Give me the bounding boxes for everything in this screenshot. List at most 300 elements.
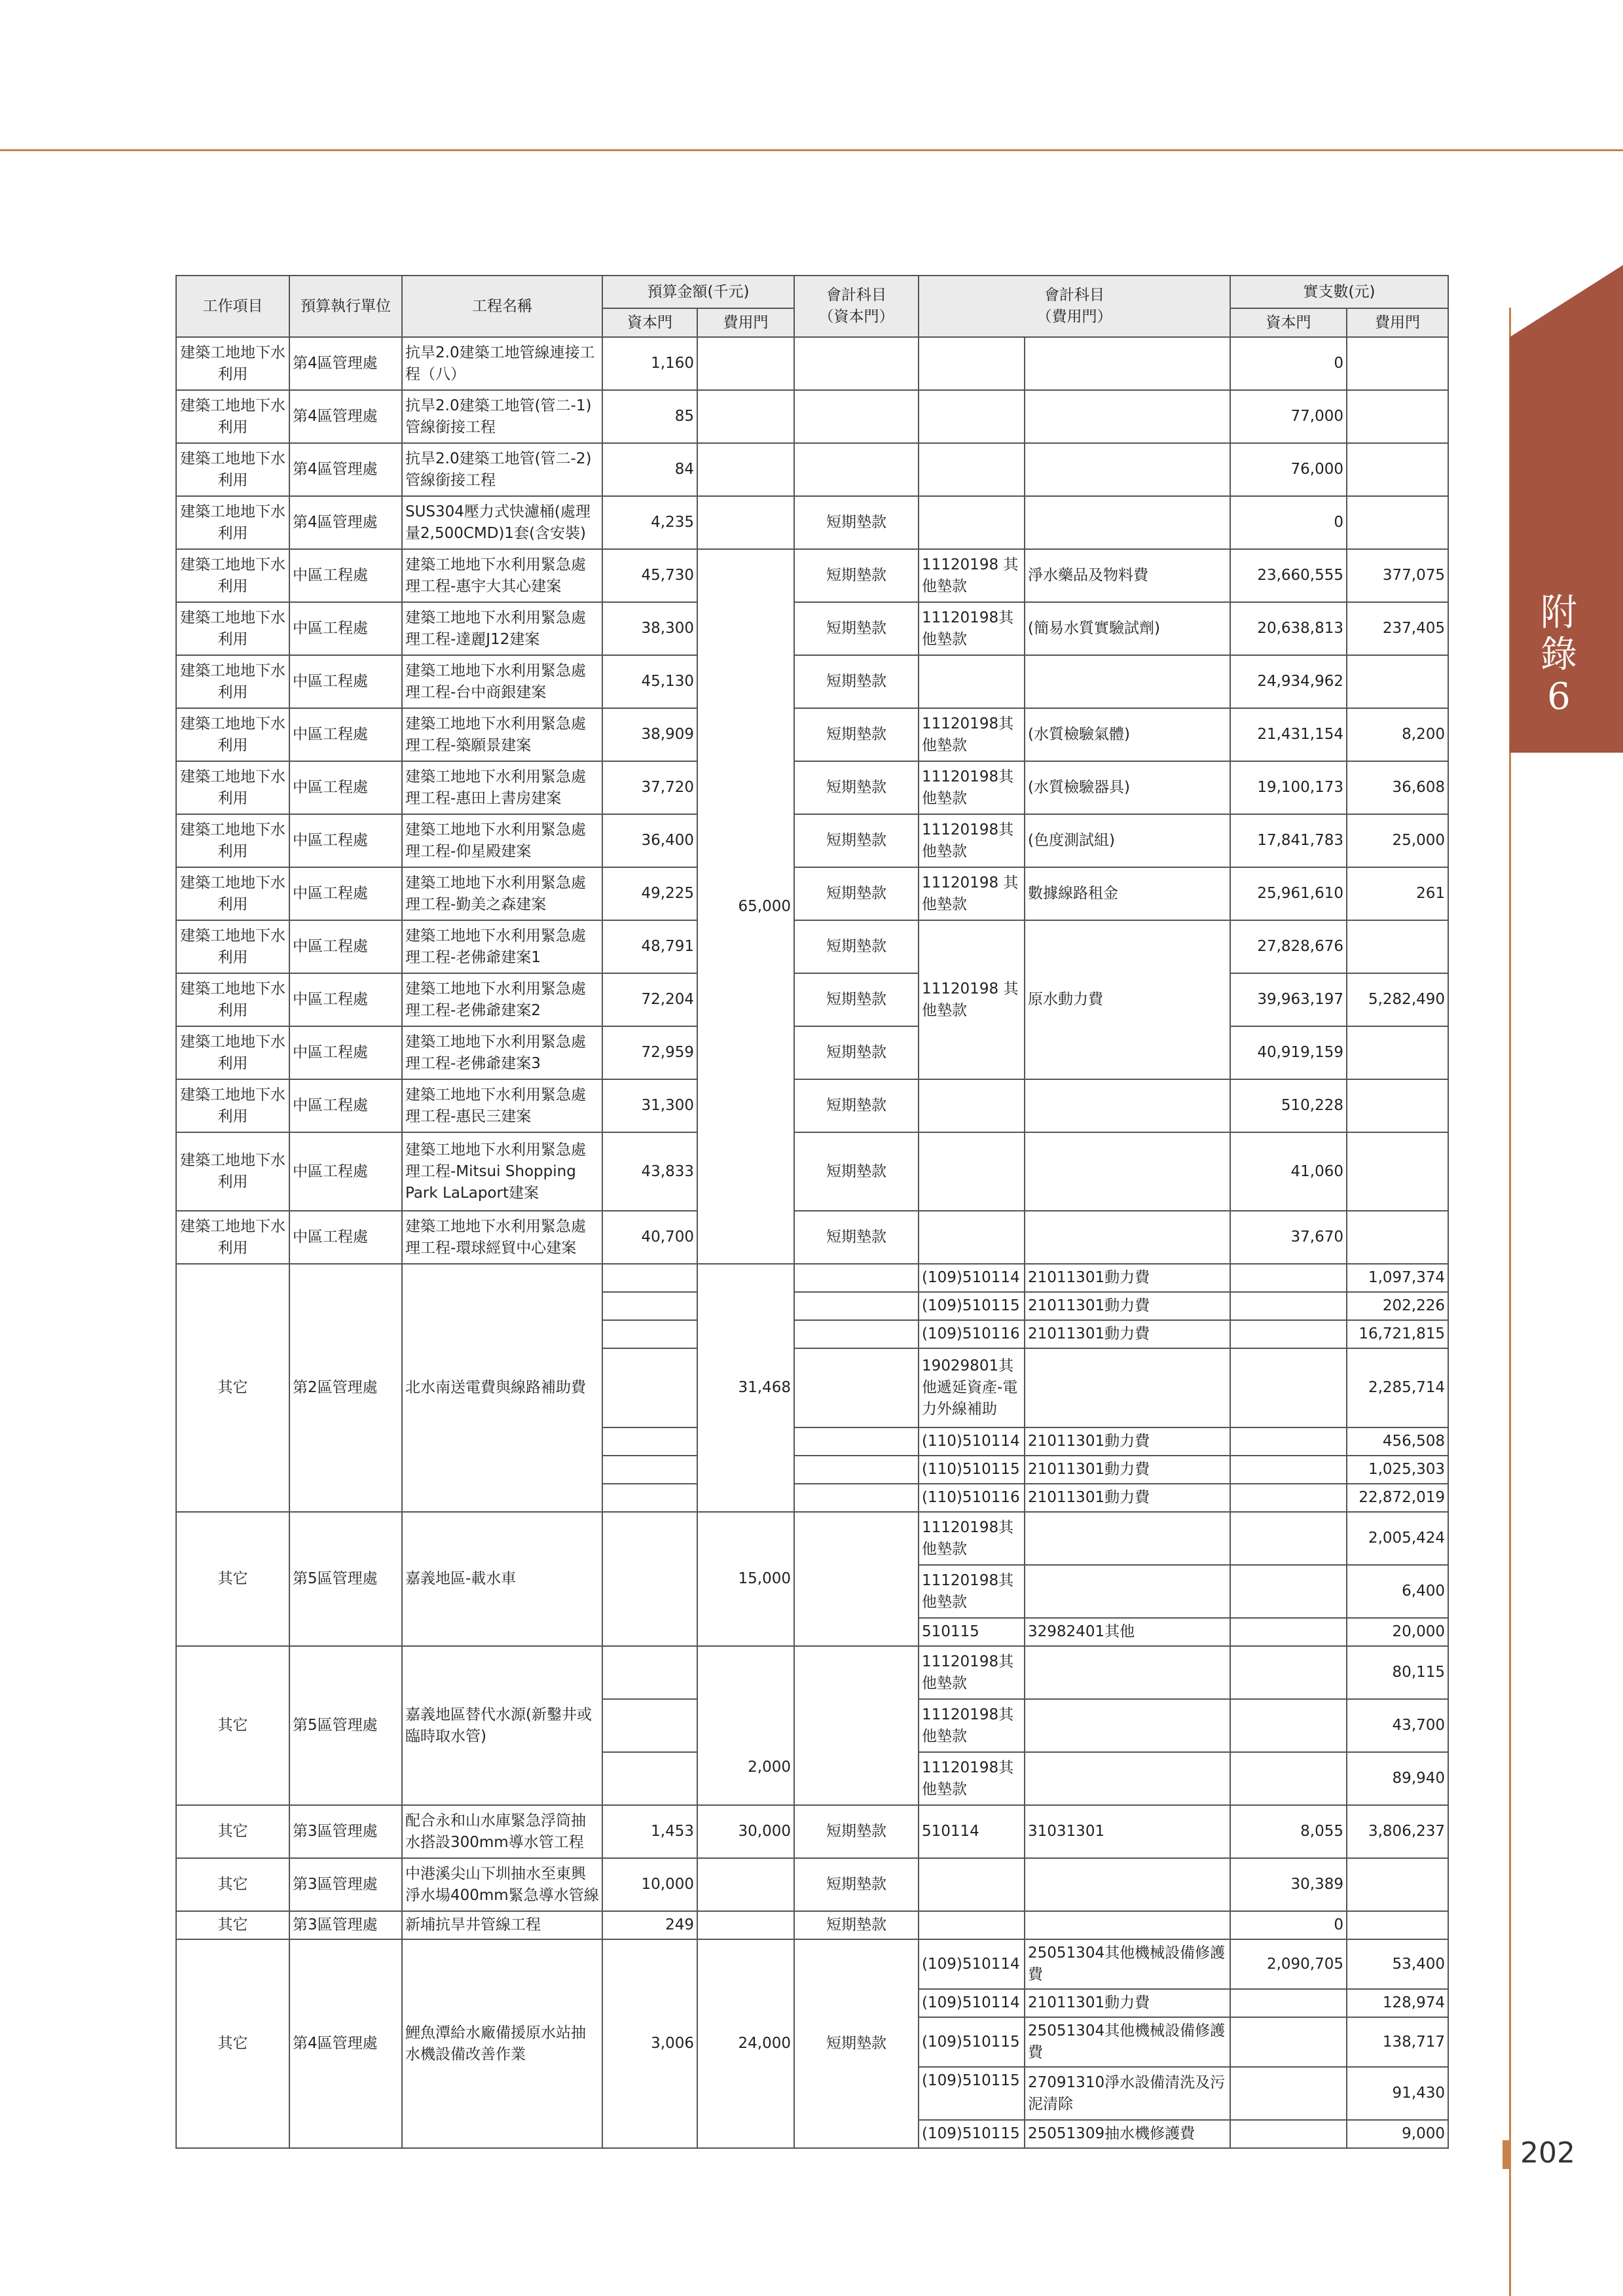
- header-account-expense-l1: 會計科目: [1044, 287, 1105, 304]
- budget-expense-merged-cell: 24,000: [697, 1939, 794, 2148]
- budget-expense-cell: [697, 337, 794, 390]
- page-number: 202: [1520, 2136, 1575, 2170]
- actual-expense-cell: [1347, 1079, 1448, 1132]
- table-row: [176, 337, 1448, 390]
- table-row: [176, 867, 1448, 920]
- account-expense-name-cell: 21011301動力費: [1025, 1320, 1230, 1348]
- page-number-bar: [1503, 2140, 1510, 2169]
- work-item-cell: 建築工地地下水利用: [176, 549, 289, 602]
- actual-expense-cell: 43,700: [1347, 1699, 1448, 1752]
- account-expense-code-cell: (109)510114: [919, 1939, 1025, 1989]
- header-expense: 費用門: [697, 308, 794, 337]
- account-expense-name-cell: 25051309抽水機修護費: [1025, 2120, 1230, 2148]
- table-row: [176, 1646, 1448, 1699]
- work-item-cell: 建築工地地下水利用: [176, 708, 289, 761]
- account-expense-code-cell: [919, 1858, 1025, 1911]
- budget-capital-cell: [602, 1320, 697, 1348]
- account-capital-cell: 短期墊款: [794, 867, 919, 920]
- account-expense-code-cell: 11120198其他墊款: [919, 708, 1025, 761]
- work-item-cell: 建築工地地下水利用: [176, 867, 289, 920]
- actual-expense-cell: 6,400: [1347, 1565, 1448, 1618]
- top-rule: [0, 149, 1623, 151]
- work-item-cell: 其它: [176, 1805, 289, 1858]
- actual-capital-cell: [1230, 1699, 1347, 1752]
- budget-capital-cell: 37,720: [602, 761, 697, 814]
- table-row: [176, 973, 1448, 1026]
- budget-capital-cell: 1,453: [602, 1805, 697, 1858]
- header-actual-capital: 資本門: [1230, 308, 1347, 337]
- actual-expense-cell: 377,075: [1347, 549, 1448, 602]
- budget-capital-cell: 72,959: [602, 1026, 697, 1079]
- account-expense-code-cell: (109)510115: [919, 2017, 1025, 2067]
- budget-expense-merged-cell: 65,000: [697, 549, 794, 1264]
- account-capital-cell: [794, 443, 919, 496]
- actual-capital-cell: [1230, 1320, 1347, 1348]
- work-item-cell: 建築工地地下水利用: [176, 814, 289, 867]
- work-item-cell: 建築工地地下水利用: [176, 337, 289, 390]
- actual-capital-cell: [1230, 1292, 1347, 1320]
- table-row: [176, 1939, 1448, 1989]
- account-capital-cell: 短期墊款: [794, 655, 919, 708]
- budget-capital-cell: 249: [602, 1911, 697, 1939]
- table-row: [176, 814, 1448, 867]
- account-capital-cell: 短期墊款: [794, 1911, 919, 1939]
- account-capital-cell: 短期墊款: [794, 1132, 919, 1211]
- table-row: [176, 1264, 1448, 1292]
- table-row: [176, 496, 1448, 549]
- actual-expense-cell: 2,005,424: [1347, 1512, 1448, 1565]
- header-account-capital: [794, 276, 919, 337]
- header-project-name: 工程名稱: [402, 276, 602, 337]
- unit-cell: 第4區管理處: [289, 390, 402, 443]
- budget-expense-merged-cell: 15,000: [697, 1512, 794, 1646]
- budget-capital-cell: [602, 1752, 697, 1805]
- appendix-tab-char-1: 附: [1541, 592, 1577, 634]
- unit-cell: 第3區管理處: [289, 1911, 402, 1939]
- actual-capital-cell: 39,963,197: [1230, 973, 1347, 1026]
- account-expense-name-cell: [1025, 496, 1230, 549]
- actual-expense-cell: 456,508: [1347, 1427, 1448, 1456]
- unit-cell: 中區工程處: [289, 602, 402, 655]
- table-row: [176, 390, 1448, 443]
- account-expense-name-cell: 21011301動力費: [1025, 1264, 1230, 1292]
- project-cell: 建築工地地下水利用緊急處理工程-築願景建案: [402, 708, 602, 761]
- actual-expense-cell: [1347, 337, 1448, 390]
- project-cell: 建築工地地下水利用緊急處理工程-惠田上書房建案: [402, 761, 602, 814]
- header-actual: 實支數(元): [1230, 276, 1448, 308]
- actual-expense-cell: 128,974: [1347, 1989, 1448, 2017]
- actual-capital-cell: 77,000: [1230, 390, 1347, 443]
- unit-cell: 第3區管理處: [289, 1805, 402, 1858]
- header-work-item: 工作項目: [176, 276, 289, 337]
- account-expense-name-cell: [1025, 1699, 1230, 1752]
- table-row: [176, 549, 1448, 602]
- budget-capital-cell: 72,204: [602, 973, 697, 1026]
- actual-capital-cell: [1230, 1512, 1347, 1565]
- unit-cell: 中區工程處: [289, 973, 402, 1026]
- actual-expense-cell: 80,115: [1347, 1646, 1448, 1699]
- account-expense-code-cell: [919, 496, 1025, 549]
- account-expense-name-cell: [1025, 1858, 1230, 1911]
- account-expense-code-cell: (110)510114: [919, 1427, 1025, 1456]
- actual-expense-cell: [1347, 920, 1448, 973]
- budget-expense-cell: [697, 1858, 794, 1911]
- work-item-cell: 建築工地地下水利用: [176, 973, 289, 1026]
- account-expense-name-cell: 淨水藥品及物料費: [1025, 549, 1230, 602]
- actual-expense-cell: [1347, 1911, 1448, 1939]
- header-account-capital-l1: 會計科目: [826, 287, 887, 304]
- actual-capital-cell: 24,934,962: [1230, 655, 1347, 708]
- actual-expense-cell: 1,025,303: [1347, 1456, 1448, 1484]
- budget-capital-cell: 38,300: [602, 602, 697, 655]
- actual-expense-cell: [1347, 1858, 1448, 1911]
- account-expense-name-cell: [1025, 655, 1230, 708]
- account-expense-code-cell: 510115: [919, 1618, 1025, 1646]
- account-expense-code-cell: 19029801其他遞延資產-電力外線補助: [919, 1348, 1025, 1427]
- account-expense-code-cell: (109)510114: [919, 1264, 1025, 1292]
- actual-expense-cell: 53,400: [1347, 1939, 1448, 1989]
- budget-expense-merged-cell: 31,468: [697, 1264, 794, 1512]
- work-item-cell: 建築工地地下水利用: [176, 761, 289, 814]
- unit-cell: 中區工程處: [289, 867, 402, 920]
- unit-cell: 中區工程處: [289, 708, 402, 761]
- account-expense-name-cell: [1025, 443, 1230, 496]
- actual-capital-cell: 21,431,154: [1230, 708, 1347, 761]
- unit-cell: 第2區管理處: [289, 1264, 402, 1512]
- account-expense-name-cell: [1025, 1911, 1230, 1939]
- actual-capital-cell: 37,670: [1230, 1211, 1347, 1264]
- budget-expense-cell: [697, 496, 794, 549]
- work-item-cell: 建築工地地下水利用: [176, 496, 289, 549]
- work-item-cell: 其它: [176, 1858, 289, 1911]
- budget-capital-cell: 84: [602, 443, 697, 496]
- unit-cell: 中區工程處: [289, 761, 402, 814]
- account-expense-code-cell: 11120198其他墊款: [919, 761, 1025, 814]
- account-expense-code-cell: 11120198其他墊款: [919, 1646, 1025, 1699]
- account-expense-name-cell: [1025, 1348, 1230, 1427]
- work-item-cell: 建築工地地下水利用: [176, 602, 289, 655]
- actual-capital-cell: [1230, 1989, 1347, 2017]
- actual-capital-cell: 23,660,555: [1230, 549, 1347, 602]
- account-expense-name-cell: [1025, 1132, 1230, 1211]
- account-expense-code-cell: 11120198 其他墊款: [919, 549, 1025, 602]
- budget-capital-cell: 45,130: [602, 655, 697, 708]
- header-account-expense-l2: （費用門）: [1036, 308, 1112, 325]
- budget-capital-cell: 1,160: [602, 337, 697, 390]
- account-capital-cell: 短期墊款: [794, 973, 919, 1026]
- project-cell: SUS304壓力式快濾桶(處理量2,500CMD)1套(含安裝): [402, 496, 602, 549]
- budget-capital-cell: [602, 1484, 697, 1512]
- budget-capital-cell: 3,006: [602, 1939, 697, 2148]
- actual-capital-cell: 0: [1230, 1911, 1347, 1939]
- account-expense-name-cell: [1025, 1646, 1230, 1699]
- budget-capital-cell: [602, 1292, 697, 1320]
- actual-expense-cell: [1347, 496, 1448, 549]
- project-cell: 中港溪尖山下圳抽水至東興淨水場400mm緊急導水管線: [402, 1858, 602, 1911]
- account-expense-name-cell: 21011301動力費: [1025, 1989, 1230, 2017]
- budget-capital-cell: 36,400: [602, 814, 697, 867]
- unit-cell: 中區工程處: [289, 1211, 402, 1264]
- actual-capital-cell: 40,919,159: [1230, 1026, 1347, 1079]
- actual-capital-cell: 17,841,783: [1230, 814, 1347, 867]
- project-cell: 建築工地地下水利用緊急處理工程-仰星殿建案: [402, 814, 602, 867]
- account-expense-name-cell: 25051304其他機械設備修護費: [1025, 1939, 1230, 1989]
- budget-expense-merged-cell: 2,000: [697, 1646, 794, 1805]
- account-expense-code-cell: [919, 1132, 1025, 1211]
- appendix-tab-label: [1510, 592, 1608, 718]
- table-row: [176, 708, 1448, 761]
- account-expense-name-cell: (水質檢驗器具): [1025, 761, 1230, 814]
- project-cell: 建築工地地下水利用緊急處理工程-老佛爺建案3: [402, 1026, 602, 1079]
- account-expense-code-cell: (110)510116: [919, 1484, 1025, 1512]
- appendix-tab-number: 6: [1547, 675, 1571, 718]
- budget-expense-cell: [697, 390, 794, 443]
- account-expense-code-cell: (109)510116: [919, 1320, 1025, 1348]
- actual-capital-cell: 8,055: [1230, 1805, 1347, 1858]
- work-item-cell: 其它: [176, 1264, 289, 1512]
- account-expense-name-cell: [1025, 1752, 1230, 1805]
- table-row: [176, 1079, 1448, 1132]
- table-row: [176, 1026, 1448, 1079]
- project-cell: 建築工地地下水利用緊急處理工程-惠宇大其心建案: [402, 549, 602, 602]
- account-expense-name-cell: [1025, 1079, 1230, 1132]
- header-account-capital-l2: （資本門）: [818, 308, 894, 325]
- actual-capital-cell: 2,090,705: [1230, 1939, 1347, 1989]
- account-expense-name-cell: (色度測試組): [1025, 814, 1230, 867]
- project-cell: 抗旱2.0建築工地管(管二-1)管線銜接工程: [402, 390, 602, 443]
- actual-capital-cell: [1230, 1456, 1347, 1484]
- unit-cell: 第4區管理處: [289, 496, 402, 549]
- account-expense-name-cell: 25051304其他機械設備修護費: [1025, 2017, 1230, 2067]
- actual-expense-cell: 138,717: [1347, 2017, 1448, 2067]
- work-item-cell: 建築工地地下水利用: [176, 443, 289, 496]
- budget-capital-cell: 4,235: [602, 496, 697, 549]
- work-item-cell: 建築工地地下水利用: [176, 1079, 289, 1132]
- account-capital-cell: 短期墊款: [794, 1211, 919, 1264]
- project-cell: 嘉義地區替代水源(新鑿井或臨時取水管): [402, 1646, 602, 1805]
- budget-capital-cell: [602, 1264, 697, 1292]
- budget-expense-cell: 30,000: [697, 1805, 794, 1858]
- account-expense-code-cell: [919, 390, 1025, 443]
- account-capital-cell: 短期墊款: [794, 549, 919, 602]
- account-expense-name-cell: 21011301動力費: [1025, 1456, 1230, 1484]
- table-row: [176, 655, 1448, 708]
- actual-capital-cell: [1230, 1565, 1347, 1618]
- project-cell: 建築工地地下水利用緊急處理工程-老佛爺建案1: [402, 920, 602, 973]
- actual-capital-cell: [1230, 1646, 1347, 1699]
- project-cell: 建築工地地下水利用緊急處理工程-台中商銀建案: [402, 655, 602, 708]
- budget-capital-cell: 40,700: [602, 1211, 697, 1264]
- budget-capital-cell: [602, 1456, 697, 1484]
- appendix-tab-char-2: 錄: [1541, 634, 1577, 676]
- budget-capital-cell: 31,300: [602, 1079, 697, 1132]
- actual-expense-cell: 9,000: [1347, 2120, 1448, 2148]
- actual-expense-cell: [1347, 390, 1448, 443]
- budget-expense-cell: [697, 1911, 794, 1939]
- account-expense-name-cell: 21011301動力費: [1025, 1484, 1230, 1512]
- account-expense-name-cell: 32982401其他: [1025, 1618, 1230, 1646]
- unit-cell: 中區工程處: [289, 1132, 402, 1211]
- table-row: [176, 1805, 1448, 1858]
- actual-capital-cell: 27,828,676: [1230, 920, 1347, 973]
- account-expense-code-cell: (109)510115: [919, 1292, 1025, 1320]
- table-row: [176, 761, 1448, 814]
- actual-capital-cell: [1230, 1427, 1347, 1456]
- account-capital-cell: [794, 390, 919, 443]
- account-expense-name-cell: [1025, 1211, 1230, 1264]
- account-expense-name-cell: [1025, 1565, 1230, 1618]
- budget-capital-cell: 48,791: [602, 920, 697, 973]
- account-expense-code-cell: (110)510115: [919, 1456, 1025, 1484]
- actual-capital-cell: [1230, 1618, 1347, 1646]
- actual-capital-cell: [1230, 2067, 1347, 2120]
- project-cell: 鯉魚潭給水廠備援原水站抽水機設備改善作業: [402, 1939, 602, 2148]
- account-expense-code-cell: (109)510115: [919, 2120, 1025, 2148]
- project-cell: 建築工地地下水利用緊急處理工程-勤美之森建案: [402, 867, 602, 920]
- table-row: [176, 1911, 1448, 1939]
- actual-expense-cell: 25,000: [1347, 814, 1448, 867]
- account-expense-code-cell: [919, 1079, 1025, 1132]
- unit-cell: 第5區管理處: [289, 1646, 402, 1805]
- unit-cell: 中區工程處: [289, 814, 402, 867]
- account-capital-cell: 短期墊款: [794, 1939, 919, 2148]
- actual-expense-cell: 2,285,714: [1347, 1348, 1448, 1427]
- actual-capital-cell: 30,389: [1230, 1858, 1347, 1911]
- header-budget-amount: 預算金額(千元): [602, 276, 794, 308]
- account-capital-cell: [794, 1348, 919, 1427]
- actual-expense-cell: 89,940: [1347, 1752, 1448, 1805]
- work-item-cell: 其它: [176, 1512, 289, 1646]
- table-row: [176, 602, 1448, 655]
- account-capital-cell: 短期墊款: [794, 602, 919, 655]
- budget-capital-cell: 38,909: [602, 708, 697, 761]
- table-row: [176, 1211, 1448, 1264]
- actual-expense-cell: 20,000: [1347, 1618, 1448, 1646]
- account-expense-code-cell: [919, 1211, 1025, 1264]
- account-capital-cell: [794, 1456, 919, 1484]
- header-budget-unit: 預算執行單位: [289, 276, 402, 337]
- unit-cell: 第3區管理處: [289, 1858, 402, 1911]
- actual-capital-cell: [1230, 1348, 1347, 1427]
- actual-expense-cell: [1347, 443, 1448, 496]
- account-capital-cell: [794, 1512, 919, 1646]
- actual-expense-cell: 91,430: [1347, 2067, 1448, 2120]
- account-expense-code-cell: 11120198其他墊款: [919, 602, 1025, 655]
- table-row: [176, 1132, 1448, 1211]
- budget-capital-cell: 10,000: [602, 1858, 697, 1911]
- actual-capital-cell: [1230, 2017, 1347, 2067]
- budget-expense-cell: [697, 443, 794, 496]
- unit-cell: 中區工程處: [289, 1026, 402, 1079]
- actual-capital-cell: 19,100,173: [1230, 761, 1347, 814]
- unit-cell: 中區工程處: [289, 920, 402, 973]
- budget-capital-cell: [602, 1699, 697, 1752]
- header-capital: 資本門: [602, 308, 697, 337]
- account-expense-code-cell: 11120198其他墊款: [919, 1699, 1025, 1752]
- actual-expense-cell: [1347, 1132, 1448, 1211]
- actual-expense-cell: 16,721,815: [1347, 1320, 1448, 1348]
- project-cell: 新埔抗旱井管線工程: [402, 1911, 602, 1939]
- actual-capital-cell: [1230, 1264, 1347, 1292]
- account-expense-code-cell: [919, 655, 1025, 708]
- work-item-cell: 其它: [176, 1646, 289, 1805]
- account-expense-code-cell: 11120198 其他墊款: [919, 867, 1025, 920]
- work-item-cell: 建築工地地下水利用: [176, 390, 289, 443]
- account-expense-name-cell: 27091310淨水設備清洗及污泥清除: [1025, 2067, 1230, 2120]
- account-capital-cell: [794, 337, 919, 390]
- account-expense-code-cell: 11120198其他墊款: [919, 1565, 1025, 1618]
- table-row: [176, 920, 1448, 973]
- work-item-cell: 其它: [176, 1939, 289, 2148]
- actual-capital-cell: [1230, 1752, 1347, 1805]
- budget-capital-cell: [602, 1512, 697, 1646]
- project-cell: 抗旱2.0建築工地管線連接工程（八）: [402, 337, 602, 390]
- account-expense-code-merged-cell: 11120198 其他墊款: [919, 920, 1025, 1079]
- account-expense-name-cell: [1025, 390, 1230, 443]
- unit-cell: 中區工程處: [289, 655, 402, 708]
- project-cell: 建築工地地下水利用緊急處理工程-環球經貿中心建案: [402, 1211, 602, 1264]
- account-expense-code-cell: (109)510114: [919, 1989, 1025, 2017]
- account-capital-cell: 短期墊款: [794, 761, 919, 814]
- project-cell: 嘉義地區-載水車: [402, 1512, 602, 1646]
- actual-expense-cell: 3,806,237: [1347, 1805, 1448, 1858]
- work-item-cell: 建築工地地下水利用: [176, 1026, 289, 1079]
- account-expense-name-cell: 數據線路租金: [1025, 867, 1230, 920]
- unit-cell: 第4區管理處: [289, 1939, 402, 2148]
- project-cell: 建築工地地下水利用緊急處理工程-老佛爺建案2: [402, 973, 602, 1026]
- budget-capital-cell: [602, 1427, 697, 1456]
- actual-expense-cell: 5,282,490: [1347, 973, 1448, 1026]
- actual-expense-cell: 261: [1347, 867, 1448, 920]
- account-capital-cell: 短期墊款: [794, 1858, 919, 1911]
- actual-capital-cell: 0: [1230, 496, 1347, 549]
- account-capital-cell: 短期墊款: [794, 920, 919, 973]
- actual-expense-cell: 237,405: [1347, 602, 1448, 655]
- budget-table: [175, 275, 1449, 2149]
- actual-capital-cell: 76,000: [1230, 443, 1347, 496]
- account-expense-code-cell: [919, 443, 1025, 496]
- unit-cell: 第4區管理處: [289, 337, 402, 390]
- account-expense-code-cell: 510114: [919, 1805, 1025, 1858]
- actual-expense-cell: 36,608: [1347, 761, 1448, 814]
- actual-expense-cell: 22,872,019: [1347, 1484, 1448, 1512]
- budget-capital-cell: 45,730: [602, 549, 697, 602]
- account-expense-name-merged-cell: 原水動力費: [1025, 920, 1230, 1079]
- unit-cell: 第5區管理處: [289, 1512, 402, 1646]
- unit-cell: 中區工程處: [289, 549, 402, 602]
- table-row: [176, 1512, 1448, 1565]
- actual-capital-cell: 510,228: [1230, 1079, 1347, 1132]
- table-row: [176, 1858, 1448, 1911]
- account-expense-code-cell: 11120198其他墊款: [919, 1752, 1025, 1805]
- unit-cell: 第4區管理處: [289, 443, 402, 496]
- account-expense-code-cell: [919, 337, 1025, 390]
- account-expense-name-cell: [1025, 1512, 1230, 1565]
- account-capital-cell: 短期墊款: [794, 496, 919, 549]
- actual-capital-cell: 20,638,813: [1230, 602, 1347, 655]
- work-item-cell: 建築工地地下水利用: [176, 1132, 289, 1211]
- actual-expense-cell: [1347, 1026, 1448, 1079]
- account-expense-name-cell: 31031301: [1025, 1805, 1230, 1858]
- account-capital-cell: 短期墊款: [794, 708, 919, 761]
- actual-capital-cell: 25,961,610: [1230, 867, 1347, 920]
- actual-expense-cell: 8,200: [1347, 708, 1448, 761]
- project-cell: 建築工地地下水利用緊急處理工程-Mitsui Shopping Park LaLaport建案: [402, 1132, 602, 1211]
- actual-expense-cell: [1347, 1211, 1448, 1264]
- account-expense-code-cell: [919, 1911, 1025, 1939]
- budget-capital-cell: 43,833: [602, 1132, 697, 1211]
- account-capital-cell: [794, 1320, 919, 1348]
